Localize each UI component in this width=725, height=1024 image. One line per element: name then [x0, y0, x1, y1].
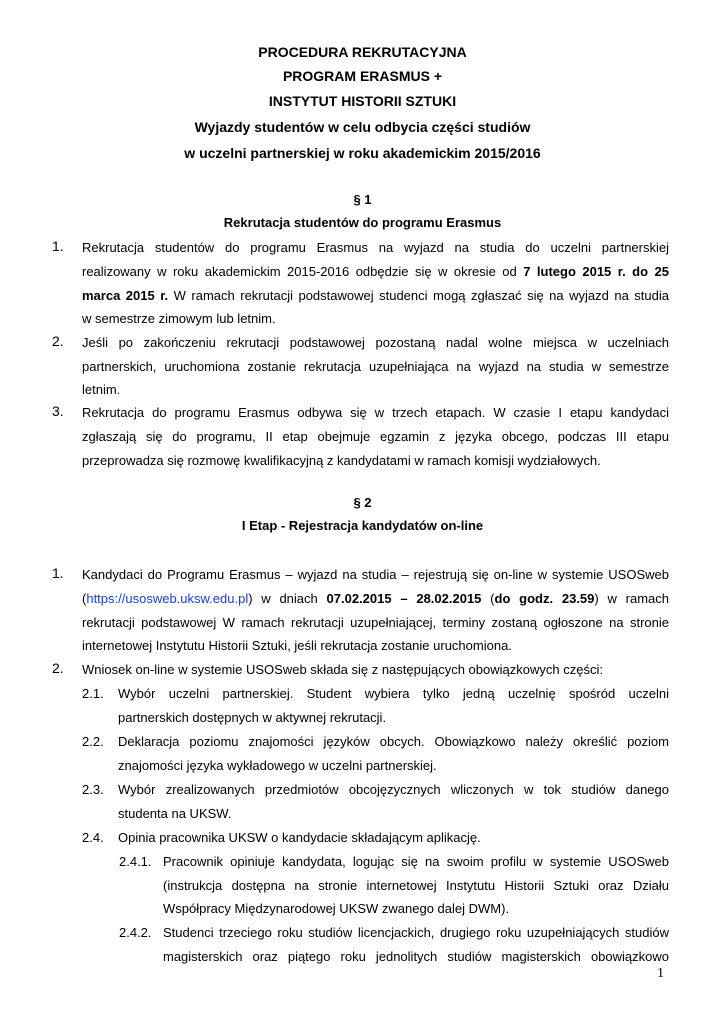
s2-sub-2-2-number: 2.2. [82, 734, 104, 749]
s1-item-2-number: 2. [52, 333, 64, 349]
s2-sub-2-3-line-2: studenta na UKSW. [118, 806, 232, 821]
s2-item-1-line-4: internetowej Instytutu Historii Sztuki, jeśli rekrutacja zostanie uruchomiona. [82, 638, 512, 653]
s2-subsub-2-4-2-number: 2.4.2. [119, 925, 152, 940]
s2-sub-2-2-line-2: znajomości języka wykładowego w uczelni partnerskiej. [118, 758, 437, 773]
s2-sub-2-1-number: 2.1. [82, 686, 104, 701]
s2-subsub-2-4-2-line-1: Studenci trzeciego roku studiów licencjackich, drugiego roku uzupełniających studiów [163, 925, 669, 940]
s2-item-1-number: 1. [52, 565, 64, 581]
s2-item-1-text-c: ) w ramach [594, 591, 669, 606]
s2-item-1-line-3: rekrutacji podstawowej W ramach rekrutacji uzupełniającej, terminy zostaną ogłoszone na stronie [82, 615, 669, 630]
s2-item-1-deadline-time: do godz. 23.59 [494, 591, 595, 606]
s2-sub-2-4-number: 2.4. [82, 830, 104, 845]
section-1-symbol: § 1 [353, 192, 372, 207]
s1-item-1-line-2-text: realizowany w roku akademickim 2015-2016 odbędzie się w okresie od [82, 264, 524, 279]
section-2-symbol: § 2 [353, 495, 372, 510]
doc-title-line-1: PROCEDURA REKRUTACYJNA [258, 44, 467, 60]
s2-subsub-2-4-1-line-3: Współpracy Międzynarodowej UKSW zwanego dalej DWM). [163, 901, 510, 916]
s2-subsub-2-4-2-line-2: magisterskich oraz piątego roku jednolitych studiów magisterskich obowiązkowo [163, 949, 669, 964]
s1-item-3-number: 3. [52, 403, 64, 419]
s2-subsub-2-4-1-line-1: Pracownik opiniuje kandydata, logując się na swoim profilu w systemie USOSweb [163, 854, 669, 869]
s2-sub-2-1-line-2: partnerskich dostępnych w aktywnej rekrutacji. [118, 710, 387, 725]
s1-item-3-line-2: zgłaszają się do programu, II etap obejmuje egzamin z języka obcego, podczas III etapu [82, 429, 669, 444]
s2-item-1-text-a: ) w dniach [248, 591, 327, 606]
s2-sub-2-4-line-1: Opinia pracownika UKSW o kandydacie składającym aplikację. [118, 830, 481, 845]
s2-item-1-line-2 [82, 590, 669, 607]
s1-item-1-line-3-text: W ramach rekrutacji podstawowej studenci mogą zgłaszać się na wyjazd na studia [168, 288, 669, 303]
doc-title-line-3: INSTYTUT HISTORII SZTUKI [268, 93, 457, 109]
s2-subsub-2-4-1-line-2: (instrukcja dostępna na stronie internetowej Instytutu Historii Sztuki oraz Działu [163, 878, 669, 893]
s1-item-1-line-2 [82, 263, 669, 280]
s2-item-2-line-1: Wniosek on-line w systemie USOSweb składa się z następujących obowiązkowych części: [82, 662, 603, 677]
s1-item-2-line-2: partnerskich, uruchomiona zostanie rekrutacja uzupełniająca na wyjazd na studia w semestrze [82, 359, 669, 374]
s1-item-3-line-1: Rekrutacja do programu Erasmus odbywa się w trzech etapach. W czasie I etapu kandydaci [82, 405, 669, 420]
s2-item-1-paren-open: ( [82, 591, 87, 606]
s2-item-2-number: 2. [52, 660, 64, 676]
s2-sub-2-2-line-1: Deklaracja poziomu znajomości języków obcych. Obowiązkowo należy określić poziom [118, 734, 669, 749]
section-1-heading: Rekrutacja studentów do programu Erasmus [223, 215, 502, 230]
usosweb-link[interactable]: https://usosweb.uksw.edu.pl [86, 591, 249, 606]
s1-item-2-line-1: Jeśli po zakończeniu rekrutacji podstawowej pozostaną nadal wolne miejsca w uczelniach [82, 335, 669, 350]
s2-item-1-date-range: 07.02.2015 – 28.02.2015 [326, 591, 482, 606]
s1-item-1-line-3 [82, 287, 669, 304]
s2-sub-2-3-number: 2.3. [82, 782, 104, 797]
doc-title-line-2: PROGRAM ERASMUS + [282, 68, 443, 84]
doc-title-line-4: Wyjazdy studentów w celu odbycia części studiów [194, 119, 531, 135]
doc-title-line-5: w uczelni partnerskiej w roku akademickim 2015/2016 [184, 145, 541, 161]
s2-item-1-text-b: ( [481, 591, 495, 606]
s1-item-1-date-start: 7 lutego 2015 r. do 25 [523, 264, 669, 279]
s2-item-1-line-1: Kandydaci do Programu Erasmus – wyjazd na studia – rejestrują się on-line w systemie USOSweb [82, 567, 669, 582]
s1-item-2-line-3: letnim. [82, 382, 121, 397]
s1-item-1-date-end: marca 2015 r. [82, 288, 169, 303]
s1-item-3-line-3: przeprowadza się rozmowę kwalifikacyjną z kandydatami w ramach komisji wydziałowych. [82, 453, 601, 468]
s2-subsub-2-4-1-number: 2.4.1. [119, 854, 152, 869]
s1-item-1-line-4: w semestrze zimowym lub letnim. [82, 311, 276, 326]
page-number: 1 [657, 966, 664, 981]
s1-item-1-line-1: Rekrutacja studentów do programu Erasmus na wyjazd na studia do uczelni partnerskiej [82, 240, 669, 255]
s1-item-1-number: 1. [52, 238, 64, 254]
s2-sub-2-3-line-1: Wybór zrealizowanych przedmiotów obcojęzycznych wliczonych w tok studiów danego [118, 782, 669, 797]
s2-sub-2-1-line-1: Wybór uczelni partnerskiej. Student wybiera tylko jedną uczelnię spośród uczelni [118, 686, 669, 701]
section-2-heading: I Etap - Rejestracja kandydatów on-line [241, 518, 484, 533]
